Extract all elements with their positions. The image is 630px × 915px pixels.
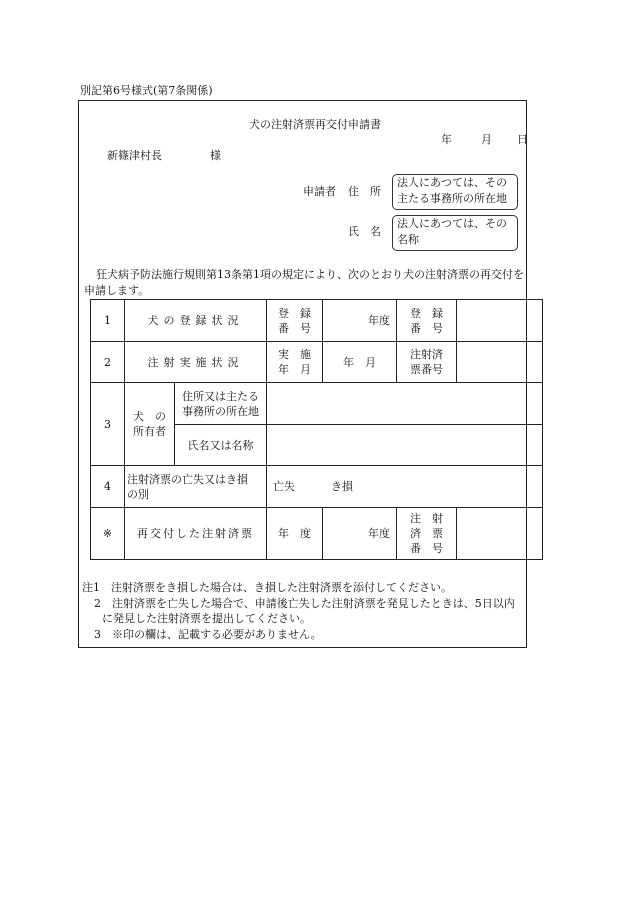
row-label: 犬の登録状況 <box>125 300 267 342</box>
row-number: 4 <box>91 466 125 508</box>
row-label: 再交付した注射済票 <box>125 508 267 560</box>
row-sublabel: 注射済 票番号 <box>397 342 457 383</box>
table-row-reissued <box>91 508 543 560</box>
year-month-cell[interactable]: 年 月 <box>323 342 397 383</box>
row-sublabel: 実 施 年 月 <box>267 342 323 383</box>
option-lost[interactable]: 亡失 <box>273 480 295 493</box>
row-sublabel: 登 録 番 号 <box>267 300 323 342</box>
row-number: 1 <box>91 300 125 342</box>
applicant-name-label: 氏 名 <box>348 225 381 238</box>
row-number: ※ <box>91 508 125 560</box>
date-year-label: 年 <box>441 133 452 146</box>
row-sublabel: 注 射 済 票 番 号 <box>397 508 457 560</box>
row-label: 注射済票の亡失又はき損 の別 <box>125 466 267 508</box>
loss-type-cell[interactable] <box>267 466 543 508</box>
fiscal-year-cell[interactable]: 年度 <box>323 300 397 342</box>
option-damaged[interactable]: き損 <box>331 480 353 493</box>
addressee-honorific: 様 <box>210 149 221 162</box>
addressee-name: 新篠津村長 <box>107 149 162 162</box>
fiscal-year-cell[interactable]: 年度 <box>323 508 397 560</box>
applicant-label: 申請者 <box>303 185 336 198</box>
applicant-address-label: 住 所 <box>348 185 381 198</box>
note-3: 3 ※印の欄は、記載する必要がありません。 <box>94 628 322 641</box>
body-text-line-1: 狂犬病予防法施行規則第13条第1項の規定により、次のとおり犬の注射済票の再交付を <box>96 268 524 281</box>
row-number: 2 <box>91 342 125 383</box>
tag-number-cell[interactable] <box>457 342 543 383</box>
note-1: 注1 注射済票をき損した場合は、き損した注射済票を添付してください。 <box>82 581 452 594</box>
table-row-loss-type <box>91 466 543 508</box>
form-label: 別記第6号様式(第7条関係) <box>80 84 213 97</box>
table-row-injection <box>91 342 543 383</box>
body-text-line-2: 申請します。 <box>84 284 150 297</box>
registration-number-cell[interactable] <box>457 300 543 342</box>
note-2-continued: に発見した注射済票を提出してください。 <box>102 612 311 625</box>
owner-address-cell[interactable] <box>267 383 543 425</box>
table-row-registration <box>91 300 543 342</box>
application-table <box>90 299 543 560</box>
document-title: 犬の注射済票再交付申請書 <box>249 118 381 131</box>
owner-name-cell[interactable] <box>267 425 543 466</box>
reissued-number-cell[interactable] <box>457 508 543 560</box>
row-label: 注射実施状況 <box>125 342 267 383</box>
note-2: 2 注射済票を亡失した場合で、申請後亡失した注射済票を発見したときは、5日以内 <box>94 597 515 610</box>
row-number: 3 <box>91 383 125 466</box>
table-row-owner-address <box>91 383 543 425</box>
row-sublabel: 登 録 番 号 <box>397 300 457 342</box>
owner-address-label: 住所又は主たる 事務所の所在地 <box>175 383 267 425</box>
owner-name-label: 氏名又は名称 <box>175 425 267 466</box>
date-month-label: 月 <box>481 133 492 146</box>
name-note: 法人にあつては、その 名称 <box>397 217 507 246</box>
owner-label: 犬 の 所有者 <box>125 383 175 466</box>
row-sublabel: 年 度 <box>267 508 323 560</box>
addressee <box>107 147 221 163</box>
address-note: 法人にあつては、その 主たる事務所の所在地 <box>397 176 507 205</box>
date-day-label: 日 <box>517 133 528 146</box>
